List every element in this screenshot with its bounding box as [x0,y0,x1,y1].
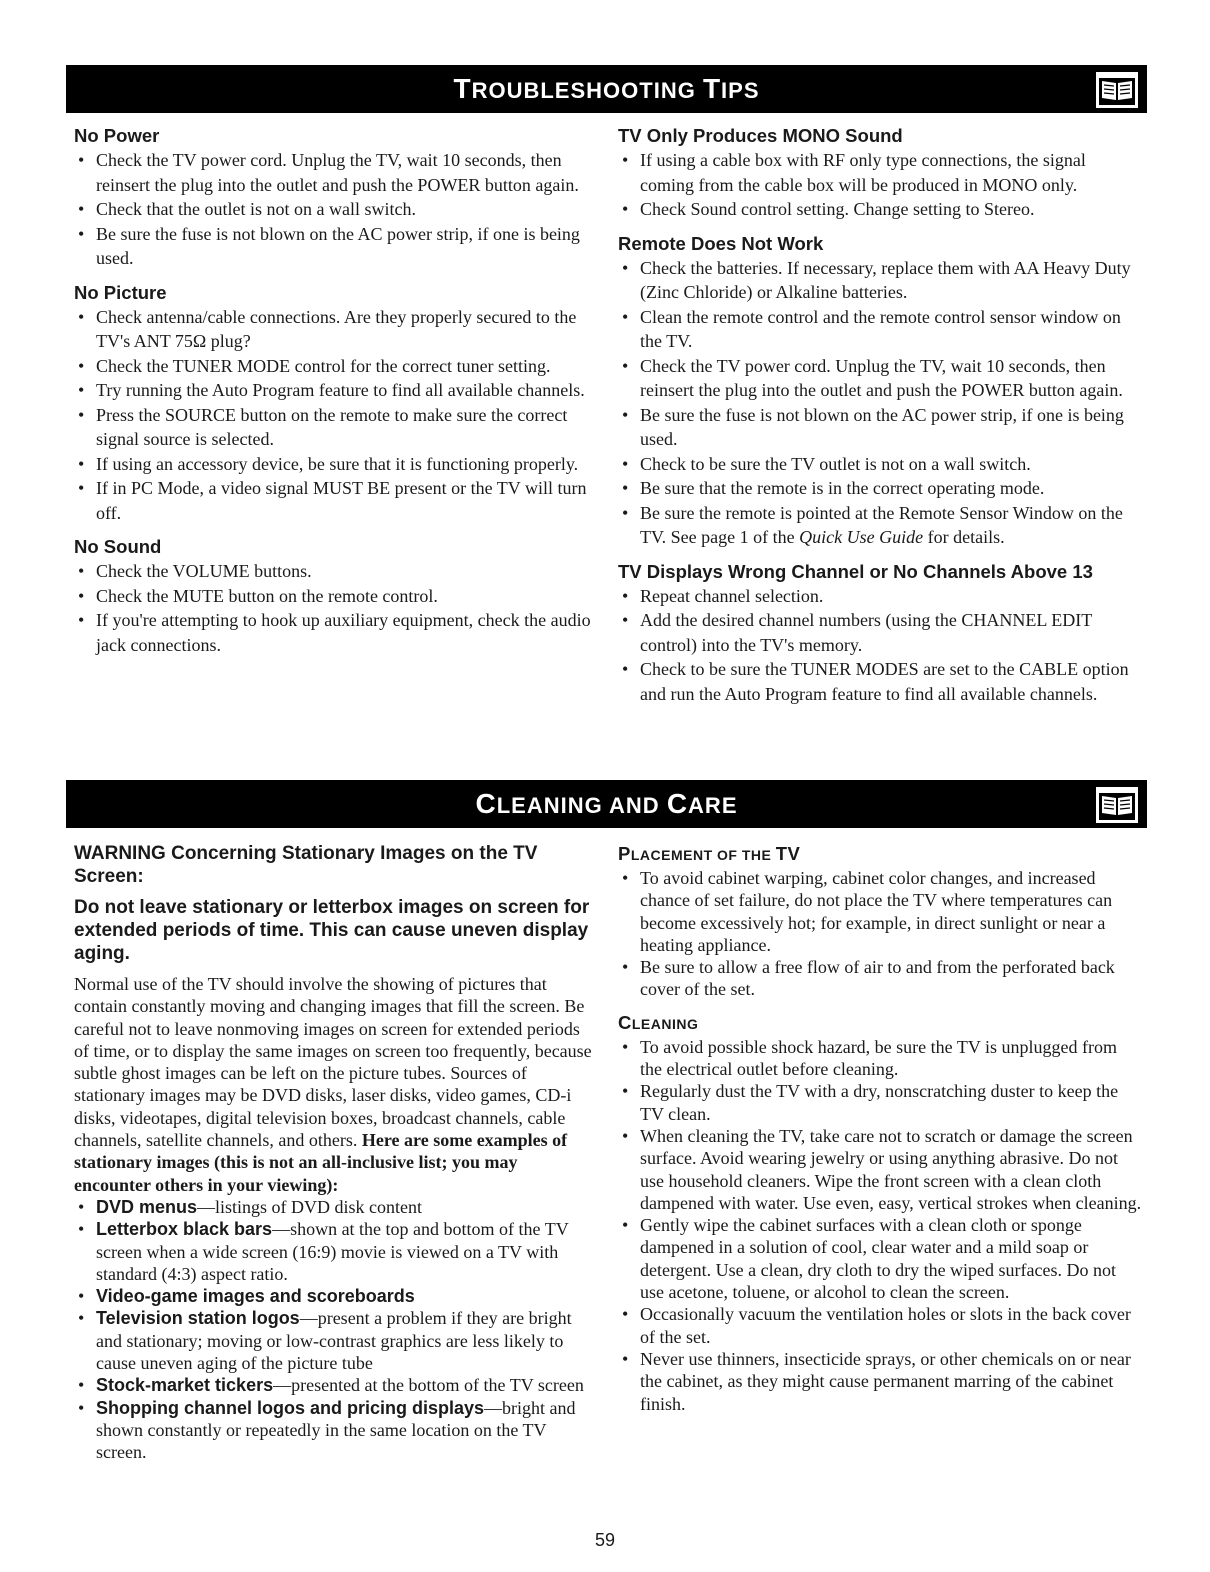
list-item: • Check antenna/cable connections. Are they properly secured to the TV's ANT 75Ω plug? [74,305,594,354]
heading-letter: C [618,1011,632,1033]
list-item [74,1397,594,1464]
list-item: • If using a cable box with RF only type connections, the signal coming from the cable box will be produced in MONO only. [618,148,1143,197]
list-item: • Occasionally vacuum the ventilation holes or slots in the back cover of the set. [618,1303,1143,1348]
stationary-examples-list [74,1196,594,1464]
example-lead: Letterbox black bars [96,1219,273,1240]
heading-placement [618,842,1143,867]
banner-title-letter: T [453,73,472,104]
list-item [74,1307,594,1374]
cleaning-right-column [618,842,1143,1425]
list-item: • Check the VOLUME buttons. [74,559,594,584]
list-item: • Check that the outlet is not on a wall switch. [74,197,594,222]
banner-title-text: LEANING AND [496,793,667,818]
section-no-power [74,124,594,271]
list-item: • Clean the remote control and the remote control sensor window on the TV. [618,305,1143,354]
placement-list [618,867,1143,1001]
list-item-text: Be sure the remote is pointed at the Remote Sensor Window on the TV. See page 1 of the [640,502,1123,547]
list-item: • Check the TV power cord. Unplug the TV, wait 10 seconds, then reinsert the plug into the outlet and push the POWER button again. [618,354,1143,403]
cleaning-list [618,1036,1143,1415]
list-item: • Check the TV power cord. Unplug the TV, wait 10 seconds, then reinsert the plug into the outlet and push the POWER button again. [74,148,594,197]
list-item: • Add the desired channel numbers (using the CHANNEL EDIT control) into the TV's memory. [618,608,1143,657]
heading-letter: TV [775,843,801,864]
section-no-sound [74,535,594,657]
troubleshooting-banner [66,65,1147,113]
banner-title-text: ROUBLESHOOTING [471,78,703,103]
troubleshooting-right-column [618,124,1143,716]
list-item: • To avoid possible shock hazard, be sure the TV is unplugged from the electrical outlet before cleaning. [618,1036,1143,1081]
quick-use-guide-title: Quick Use Guide [799,527,924,547]
section-mono-sound [618,124,1143,222]
heading-no-picture: No Picture [74,281,167,303]
list-item-text: for details. [923,527,1005,547]
list-item: • If using an accessory device, be sure that it is functioning properly. [74,452,594,477]
heading-no-sound: No Sound [74,536,162,557]
list-item: • To avoid cabinet warping, cabinet color changes, and increased chance of set failure, do not place the TV where temperatures can become excessively hot; for example, in direct sunlight or near a heating appliance. [618,867,1143,956]
list-item: • Be sure the fuse is not blown on the AC power strip, if one is being used. [618,403,1143,452]
section-wrong-channel [618,560,1143,707]
list-item: • Be sure to allow a free flow of air to and from the perforated back cover of the set. [618,956,1143,1001]
list-item: • Repeat channel selection. [618,584,1143,609]
warning-paragraph [74,973,594,1196]
paragraph-bold-text: Here are some examples of stationary images (this is not an all-inclusive list; you may encounter others in your viewing): [74,1130,568,1195]
heading-text: LACEMENT OF THE [630,847,776,863]
example-text: —bright and shown constantly or repeatedly in the same location on the TV screen. [96,1397,576,1463]
example-text: —shown at the top and bottom of the TV screen when a wide screen (16:9) movie is viewed on a TV with standard (4:3) aspect ratio. [96,1219,569,1284]
list-item: • Gently wipe the cabinet surfaces with a clean cloth or sponge dampened in a solution of cool, clear water and a mild soap or detergent. Use a clean, dry cloth to dry the wiped surfaces. Do not use acetone, toluene, or alcohol to clean the screen. [618,1214,1143,1303]
banner-title-text: IPS [721,78,760,103]
list-item: • If you're attempting to hook up auxiliary equipment, check the audio jack connections. [74,608,594,657]
banner-title-letter: T [702,73,722,104]
list-item: • Regularly dust the TV with a dry, nonscratching duster to keep the TV clean. [618,1080,1143,1125]
example-lead: Shopping channel logos and pricing displays [96,1397,485,1418]
list-item: • Check Sound control setting. Change setting to Stereo. [618,197,1143,222]
paragraph-text: Normal use of the TV should involve the showing of pictures that contain constantly moving and changing images that fill the screen. Be careful not to leave nonmoving images on screen for extended periods of time, or to display the same images on screen too frequently, because subtle ghost images can be left on the picture tubes. Sources of stationary images may be DVD disks, laser disks, video games, CD-i disks, videotapes, digital television boxes, broadcast channels, cable channels, satellite channels, and others. [74,974,592,1151]
banner-title-text: ARE [688,793,738,818]
list-item: • When cleaning the TV, take care not to scratch or damage the screen surface. Avoid wearing jewelry or using anything abrasive. Do not use household cleaners. Wipe the front screen with a clean cloth dampened with water. Use even, easy, vertical strokes when cleaning. [618,1125,1143,1214]
banner-title-letter: C [475,788,497,819]
example-text: —present a problem if they are bright and stationary; moving or low-contrast graphics are less likely to cause uneven aging of the picture tube [96,1308,572,1374]
example-text: —listings of DVD disk content [197,1196,423,1217]
list-item: • Be sure that the remote is in the correct operating mode. [618,476,1143,501]
example-lead: DVD menus [96,1196,198,1217]
heading-letter: P [618,843,631,864]
list-item [618,501,1143,550]
list-item: • Be sure the fuse is not blown on the AC power strip, if one is being used. [74,222,594,271]
page-number: 59 [594,1530,616,1550]
list-item: • Press the SOURCE button on the remote to make sure the correct signal source is selected. [74,403,594,452]
heading-mono-sound: TV Only Produces MONO Sound [618,125,903,146]
list-item [74,1196,594,1218]
book-icon [1095,71,1139,109]
heading-no-power: No Power [74,125,160,146]
list-item: • Check to be sure the TV outlet is not on a wall switch. [618,452,1143,477]
list-item [74,1218,594,1285]
example-text: —presented at the bottom of the TV screen [273,1375,584,1396]
list-item [74,1285,594,1307]
list-item: • Try running the Auto Program feature to find all available channels. [74,378,594,403]
troubleshooting-left-column [74,124,594,667]
section-no-picture [74,281,594,526]
heading-wrong-channel: TV Displays Wrong Channel or No Channels Above 13 [618,560,1093,582]
list-item: • Never use thinners, insecticide sprays, or other chemicals on or near the cabinet, as they might cause permanent marring of the cabinet finish. [618,1348,1143,1415]
heading-remote-not-work: Remote Does Not Work [618,232,824,254]
heading-cleaning [618,1011,1143,1036]
banner-title-letter: C [666,788,689,819]
example-lead: Stock-market tickers [96,1375,274,1396]
heading-text: LEANING [631,1015,699,1032]
list-item: • Check the TUNER MODE control for the correct tuner setting. [74,354,594,379]
cleaning-banner [66,780,1147,828]
list-item: • Check the MUTE button on the remote control. [74,584,594,609]
list-item: • Check the batteries. If necessary, replace them with AA Heavy Duty (Zinc Chloride) or Alkaline batteries. [618,256,1143,305]
warning-subheading: Do not leave stationary or letterbox images on screen for extended periods of time. This can cause uneven display aging. [74,897,590,964]
list-item: • Check to be sure the TUNER MODES are set to the CABLE option and run the Auto Program feature to find all available channels. [618,657,1143,706]
list-item [74,1374,594,1396]
example-lead: Video-game images and scoreboards [96,1286,415,1307]
example-lead: Television station logos [96,1308,300,1329]
list-item: • If in PC Mode, a video signal MUST BE present or the TV will turn off. [74,476,594,525]
warning-heading: WARNING Concerning Stationary Images on the TV Screen: [74,843,538,887]
section-remote-not-work [618,232,1143,550]
book-icon [1095,786,1139,824]
cleaning-left-column [74,842,594,1474]
